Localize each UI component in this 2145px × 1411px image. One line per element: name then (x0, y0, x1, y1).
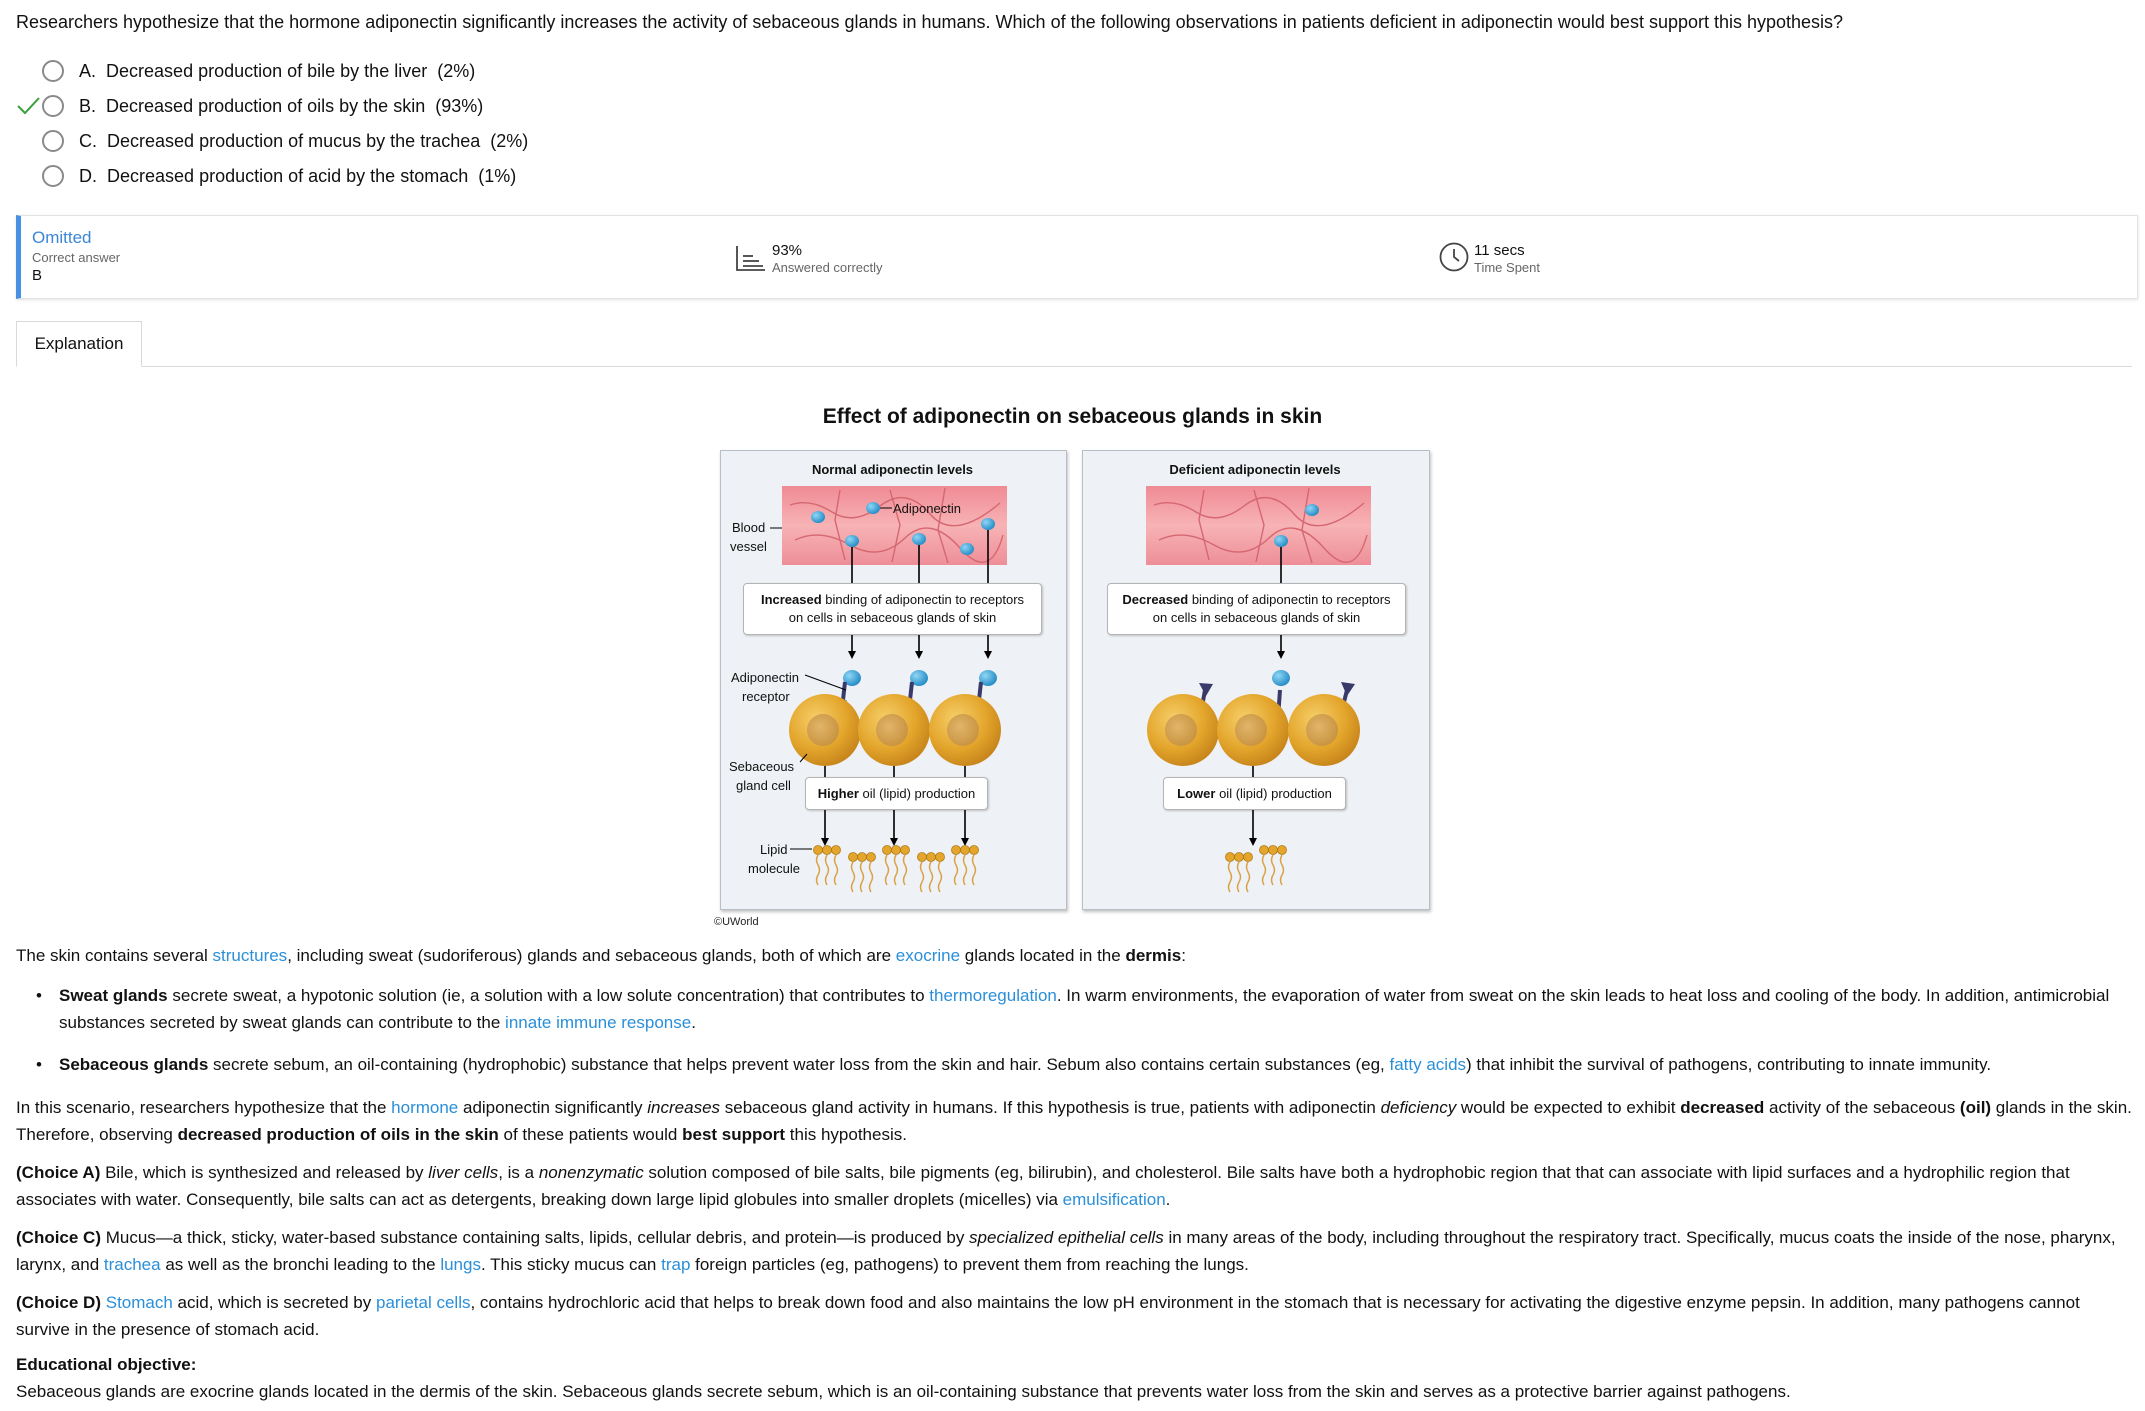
receptor-label-1: Adiponectin (731, 670, 799, 685)
lipid-label-1: Lipid (760, 842, 788, 857)
lipid-molecules-deficient (1226, 846, 1287, 893)
choice-c-text: Decreased production of mucus by the trachea (107, 130, 481, 151)
callout-decreased-text: binding of adiponectin to receptors (1188, 592, 1391, 607)
choice-d-paragraph: (Choice D) Stomach acid, which is secreted by parietal cells, contains hydrochloric acid that helps to break down food and also maintains the low pH environment in the stomach that is necessary for activating the digestive enzyme pepsin. In addition, many pathogens cannot survive in the presence of stomach acid. (16, 1293, 2080, 1339)
choice-c-pct: (2%) (490, 130, 529, 151)
link-structures[interactable]: structures (212, 946, 288, 965)
callout-higher-text: oil (lipid) production (858, 785, 976, 801)
link-lungs[interactable]: lungs (440, 1255, 481, 1274)
correct-answer-label: Correct answer (32, 250, 121, 265)
blood-label-2: vessel (730, 539, 767, 554)
panel-normal-title: Normal adiponectin levels (811, 462, 974, 477)
link-stomach[interactable]: Stomach (105, 1293, 173, 1312)
callout-increased-bold: Increased (760, 592, 822, 607)
blood-vessel-deficient (1146, 486, 1371, 565)
explanation-body (16, 942, 2136, 1405)
link-trachea[interactable]: trachea (103, 1255, 161, 1274)
choice-c-paragraph: (Choice C) Mucus—a thick, sticky, water-based substance containing salts, lipids, cellular debris, and protein—is produced by specialized epithelial cells in many areas of the body, including throughout the respiratory tract. Specifically, mucus coats the inside of the nose, pharynx, larynx, and trachea as well as the bronchi leading to the lungs. This sticky mucus can trap foreign particles (eg, pathogens) to prevent them from reaching the lungs. (16, 1228, 2116, 1274)
callout-lower (1163, 777, 1346, 810)
callout-higher-bold: Higher (817, 785, 859, 801)
tab-explanation[interactable]: Explanation (16, 321, 142, 367)
list-item-sebaceous: • Sebaceous glands secrete sebum, an oil-containing (hydrophobic) substance that helps prevent water loss from the skin and hair. Sebum also contains certain substances (eg, fatty acids) that inhibit the survival of pathogens, contributing to innate immunity. (16, 1051, 2136, 1078)
blood-label-1: Blood (732, 520, 766, 535)
copyright-label: ©UWorld (714, 916, 759, 928)
choice-b-letter: B. (79, 95, 97, 116)
explanation-intro: The skin contains several structures, including sweat (sudoriferous) glands and sebaceous glands, both of which are exocrine glands located in the dermis: (16, 946, 1186, 965)
choice-b-text: Decreased production of oils by the skin (106, 95, 426, 116)
choice-a-letter: A. (79, 60, 97, 81)
callout-decreased-bold: Decreased (1122, 592, 1189, 607)
choice-d-pct: (1%) (478, 165, 517, 186)
question-stem: Researchers hypothesize that the hormone adiponectin significantly increases the activity of sebaceous glands in humans. Which of the following observations in patients deficient in adiponectin would best support this hypothesis? (16, 12, 1844, 32)
callout-higher (805, 777, 988, 810)
percent-correct: 93% (772, 242, 803, 259)
link-hormone[interactable]: hormone (391, 1098, 459, 1117)
objective-text: Sebaceous glands are exocrine glands located in the dermis of the skin. Sebaceous glands secrete sebum, which is an oil-containing substance that prevents water loss from the skin and serves as a protective barrier against pathogens. (16, 1382, 1791, 1401)
gland-list (16, 982, 2136, 1078)
callout-increased-text: binding of adiponectin to receptors (821, 592, 1025, 607)
objective-title: Educational objective: (16, 1355, 197, 1374)
callout-increased (743, 583, 1042, 635)
callout-decreased (1107, 583, 1406, 635)
scenario-paragraph: In this scenario, researchers hypothesize that the hormone adiponectin significantly increases sebaceous gland activity in humans. If this hypothesis is true, patients with adiponectin deficiency would be expected to exhibit decreased activity of the sebaceous (oil) glands in the skin. Therefore, observing decreased production of oils in the skin of these patients would best support this hypothesis. (16, 1098, 2132, 1144)
list-item-sweat: • Sweat glands secrete sweat, a hypotonic solution (ie, a solution with a low solute concentration) that contributes to thermoregulation. In warm environments, the evaporation of water from sweat on the skin leads to heat loss and cooling of the body. In addition, antimicrobial substances secreted by sweat glands can contribute to the innate immune response. (16, 982, 2136, 1036)
callout-decreased-line2: on cells in sebaceous glands of skin (1152, 610, 1361, 625)
gland-label-1: Sebaceous (729, 759, 795, 774)
choice-d-text: Decreased production of acid by the stomach (107, 165, 469, 186)
callout-lower-text: oil (lipid) production (1215, 785, 1332, 801)
link-fatty-acids[interactable]: fatty acids (1389, 1055, 1467, 1074)
choice-b-pct: (93%) (435, 95, 484, 116)
link-trap[interactable]: trap (661, 1255, 691, 1274)
lipid-label-2: molecule (748, 861, 801, 876)
blood-vessel-normal (782, 486, 1007, 565)
choice-a-pct: (2%) (437, 60, 476, 81)
sebaceous-gland-cells-deficient (1147, 694, 1360, 766)
gland-label-2: gland cell (736, 778, 791, 793)
link-innate-immune-response[interactable]: innate immune response (505, 1013, 692, 1032)
sebaceous-gland-cells-normal (789, 694, 1001, 766)
link-exocrine[interactable]: exocrine (895, 946, 961, 965)
callout-lower-bold: Lower (1177, 785, 1216, 801)
link-parietal-cells[interactable]: parietal cells (375, 1293, 471, 1312)
choice-d-letter: D. (79, 165, 97, 186)
receptor-label-2: receptor (742, 689, 790, 704)
panel-deficient-title: Deficient adiponectin levels (1169, 462, 1341, 477)
time-spent: 11 secs (1474, 242, 1525, 259)
link-thermoregulation[interactable]: thermoregulation (929, 986, 1057, 1005)
choice-a-text: Decreased production of bile by the liver (106, 60, 428, 81)
status-omitted: Omitted (32, 228, 92, 247)
lipid-molecules-normal (814, 846, 979, 893)
correct-answer-value: B (32, 267, 43, 284)
time-spent-label: Time Spent (1474, 260, 1540, 275)
percent-correct-label: Answered correctly (772, 260, 883, 275)
link-emulsification[interactable]: emulsification (1062, 1190, 1166, 1209)
choice-c-letter: C. (79, 130, 97, 151)
choice-a-paragraph: (Choice A) Bile, which is synthesized and released by liver cells, is a nonenzymatic solution composed of bile salts, bile pigments (eg, bilirubin), and cholesterol. Bile salts have both a hydrophobic region that that can associate with lipid surfaces and a hydrophilic region that associates with water. Consequently, bile salts can act as detergents, breaking down large lipid globules into smaller droplets (micelles) via emulsification. (16, 1163, 2070, 1209)
adiponectin-label: Adiponectin (893, 501, 961, 516)
callout-increased-line2: on cells in sebaceous glands of skin (788, 610, 997, 625)
figure-title: Effect of adiponectin on sebaceous glands in skin (822, 405, 1323, 428)
